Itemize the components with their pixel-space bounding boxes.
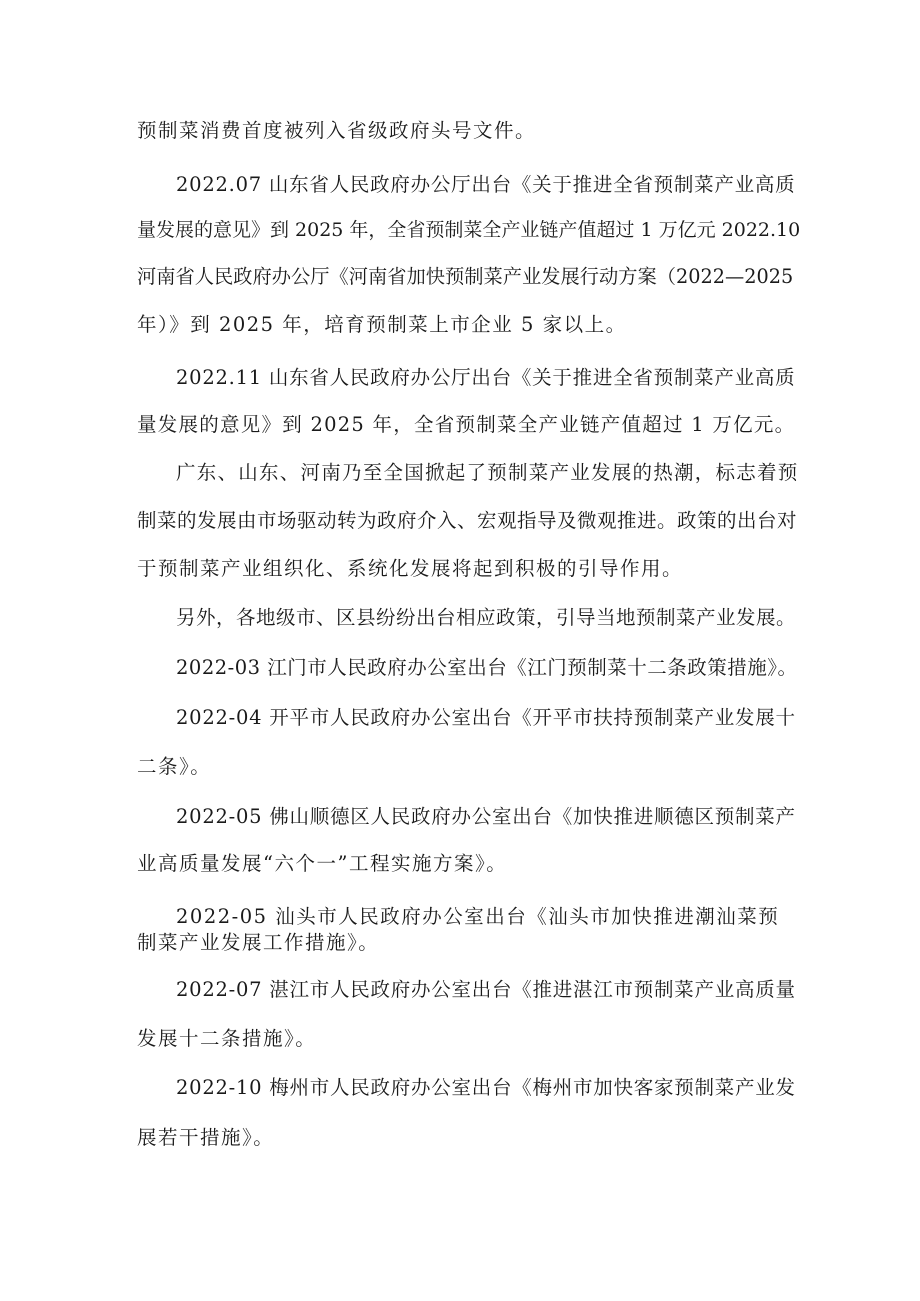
text-line: 2022-05 汕头市人民政府办公室出台《汕头市加快推进潮汕菜预: [176, 905, 780, 928]
text-line: 制菜产业发展工作措施》。: [137, 931, 380, 954]
text-line: 业高质量发展“六个一”工程实施方案》。: [137, 852, 508, 875]
text-line: 广东、山东、河南乃至全国掀起了预制菜产业发展的热潮，标志着预: [176, 461, 799, 484]
text-line: 预制菜消费首度被列入省级政府头号文件。: [137, 119, 537, 142]
text-line: 2022-05 佛山顺德区人民政府办公室出台《加快推进顺德区预制菜产: [176, 805, 796, 828]
text-line: 2022.11 山东省人民政府办公厅出台《关于推进全省预制菜产业高质: [176, 366, 796, 389]
text-line: 年）》到 2025 年，培育预制菜上市企业 5 家以上。: [137, 313, 627, 336]
text-line: 河南省人民政府办公厅《河南省加快预制菜产业发展行动方案（2022—2025: [137, 265, 794, 288]
text-line: 2022-04 开平市人民政府办公室出台《开平市扶持预制菜产业发展十: [176, 706, 796, 729]
text-line: 2022-10 梅州市人民政府办公室出台《梅州市加快客家预制菜产业发: [176, 1076, 796, 1099]
text-line: 展若干措施》。: [137, 1126, 275, 1149]
text-line: 2022-07 湛江市人民政府办公室出台《推进湛江市预制菜产业高质量: [176, 978, 796, 1001]
text-line: 制菜的发展由市场驱动转为政府介入、宏观指导及微观推进。政策的出台对: [137, 509, 798, 532]
text-line: 二条》。: [137, 755, 212, 778]
text-line: 量发展的意见》到 2025 年，全省预制菜全产业链产值超过 1 万亿元 2022.10: [137, 219, 801, 241]
text-line: 2022-03 江门市人民政府办公室出台《江门预制菜十二条政策措施》。: [176, 656, 798, 679]
text-line: 另外，各地级市、区县纷纷出台相应政策，引导当地预制菜产业发展。: [176, 606, 797, 629]
text-line: 于预制菜产业组织化、系统化发展将起到积极的引导作用。: [137, 557, 684, 580]
text-line: 2022.07 山东省人民政府办公厅出台《关于推进全省预制菜产业高质: [176, 173, 796, 196]
text-line: 发展十二条措施》。: [137, 1027, 317, 1050]
text-line: 量发展的意见》到 2025 年，全省预制菜全产业链产值超过 1 万亿元。: [137, 413, 796, 436]
